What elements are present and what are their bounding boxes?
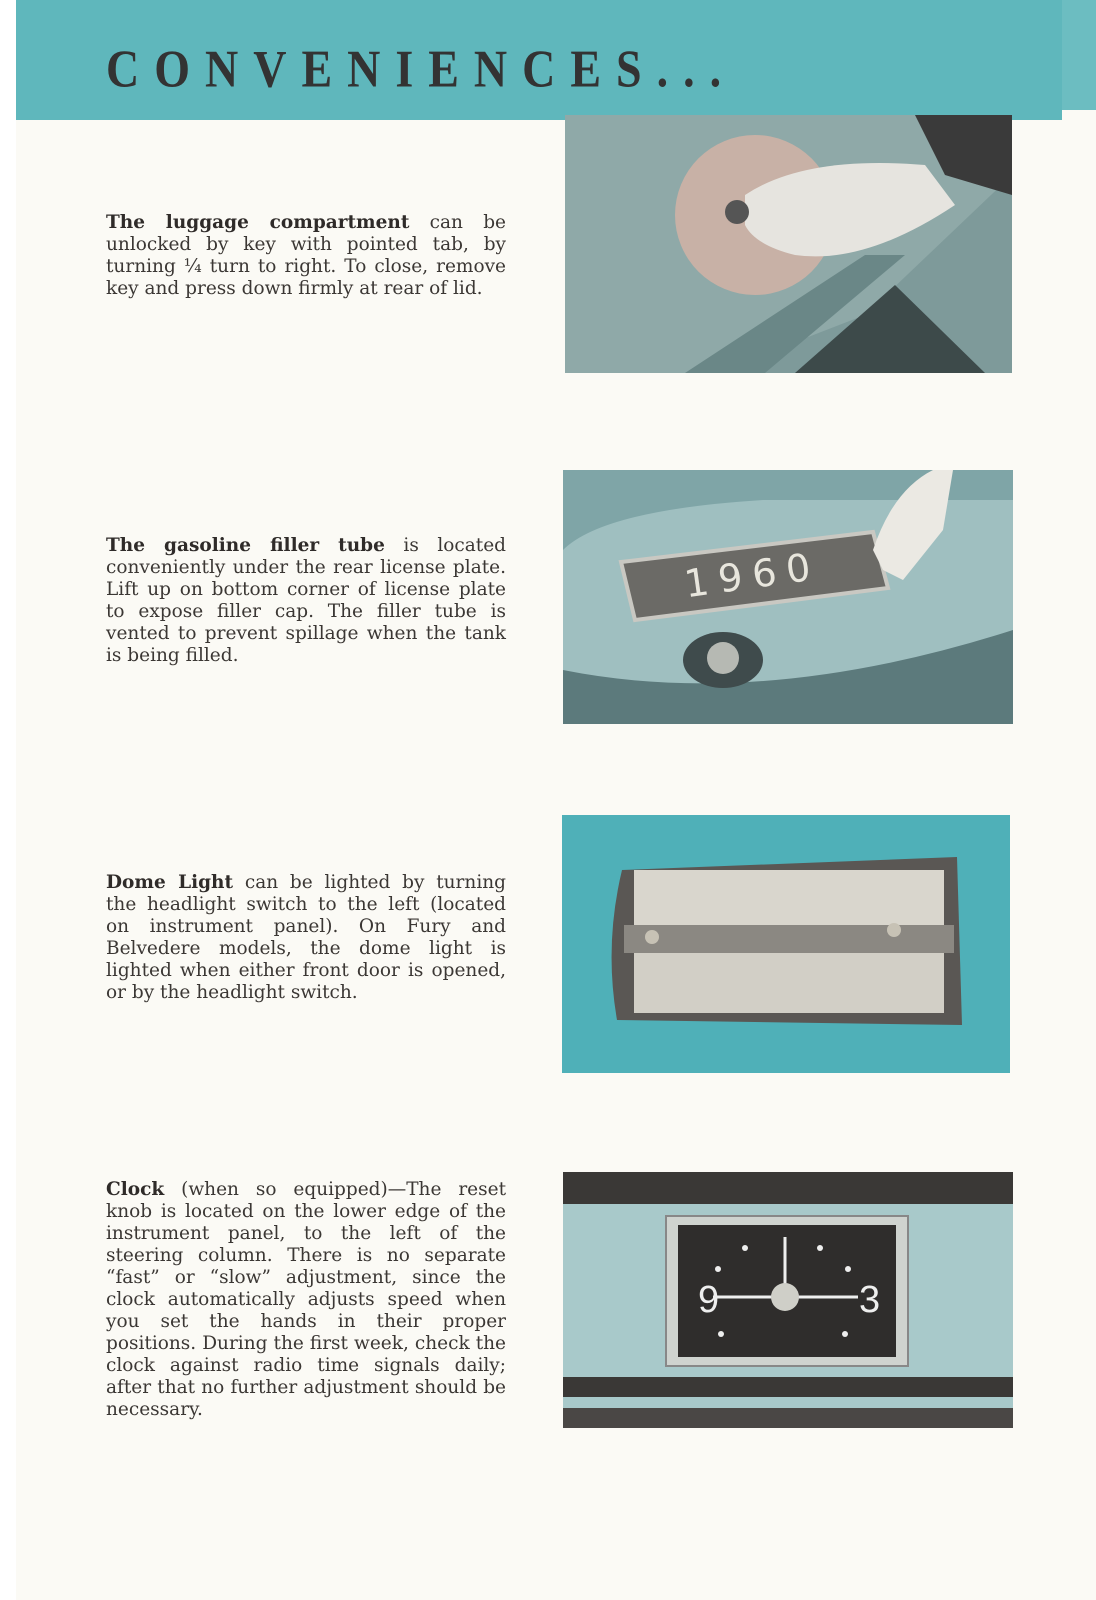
- clock-numeral-9: 9: [698, 1279, 720, 1321]
- luggage-paragraph: [106, 212, 506, 300]
- dome-light-paragraph: [106, 872, 506, 1004]
- clock-heading: Clock: [106, 1179, 165, 1200]
- dome-light-photo: [562, 815, 1010, 1073]
- clock-numeral-3: 3: [859, 1279, 881, 1321]
- luggage-heading: The luggage compartment: [106, 212, 410, 233]
- page-title: CONVENIENCES...: [106, 39, 737, 98]
- luggage-lock-photo: [565, 115, 1012, 373]
- clock-paragraph: [106, 1179, 506, 1421]
- clock-body: (when so equipped)—The reset knob is located on the lower edge of the instrument panel, to the left of the steering column. There is no separate “fast” or “slow” adjustment, since the clock automatically adjusts speed when you set the hands in their proper positions. During the first week, check the clock against radio time signals daily; after that no further adjustment should be necessary.: [106, 1179, 506, 1420]
- page-edge: [0, 0, 16, 1600]
- gasoline-heading: The gasoline filler tube: [106, 535, 385, 556]
- clock-photo: [563, 1172, 1013, 1428]
- header-band-edge: [1062, 0, 1096, 110]
- dome-light-heading: Dome Light: [106, 872, 234, 893]
- luggage-body: can be unlocked by key with pointed tab, by turning ¼ turn to right. To close, remove key and press down firmly at rear of lid.: [106, 212, 506, 299]
- dome-light-body: can be lighted by turning the headlight switch to the left (located on instrument panel). On Fury and Belvedere models, the dome light is lighted when either front door is opened, or by the headlight switch.: [106, 872, 506, 1003]
- gasoline-body: is located conveniently under the rear license plate. Lift up on bottom corner of license plate to expose filler cap. The filler tube is vented to prevent spillage when the tank is being filled.: [106, 535, 506, 666]
- license-plate-photo: [563, 470, 1013, 724]
- plate-number: 1960: [681, 543, 824, 607]
- gasoline-paragraph: [106, 535, 506, 667]
